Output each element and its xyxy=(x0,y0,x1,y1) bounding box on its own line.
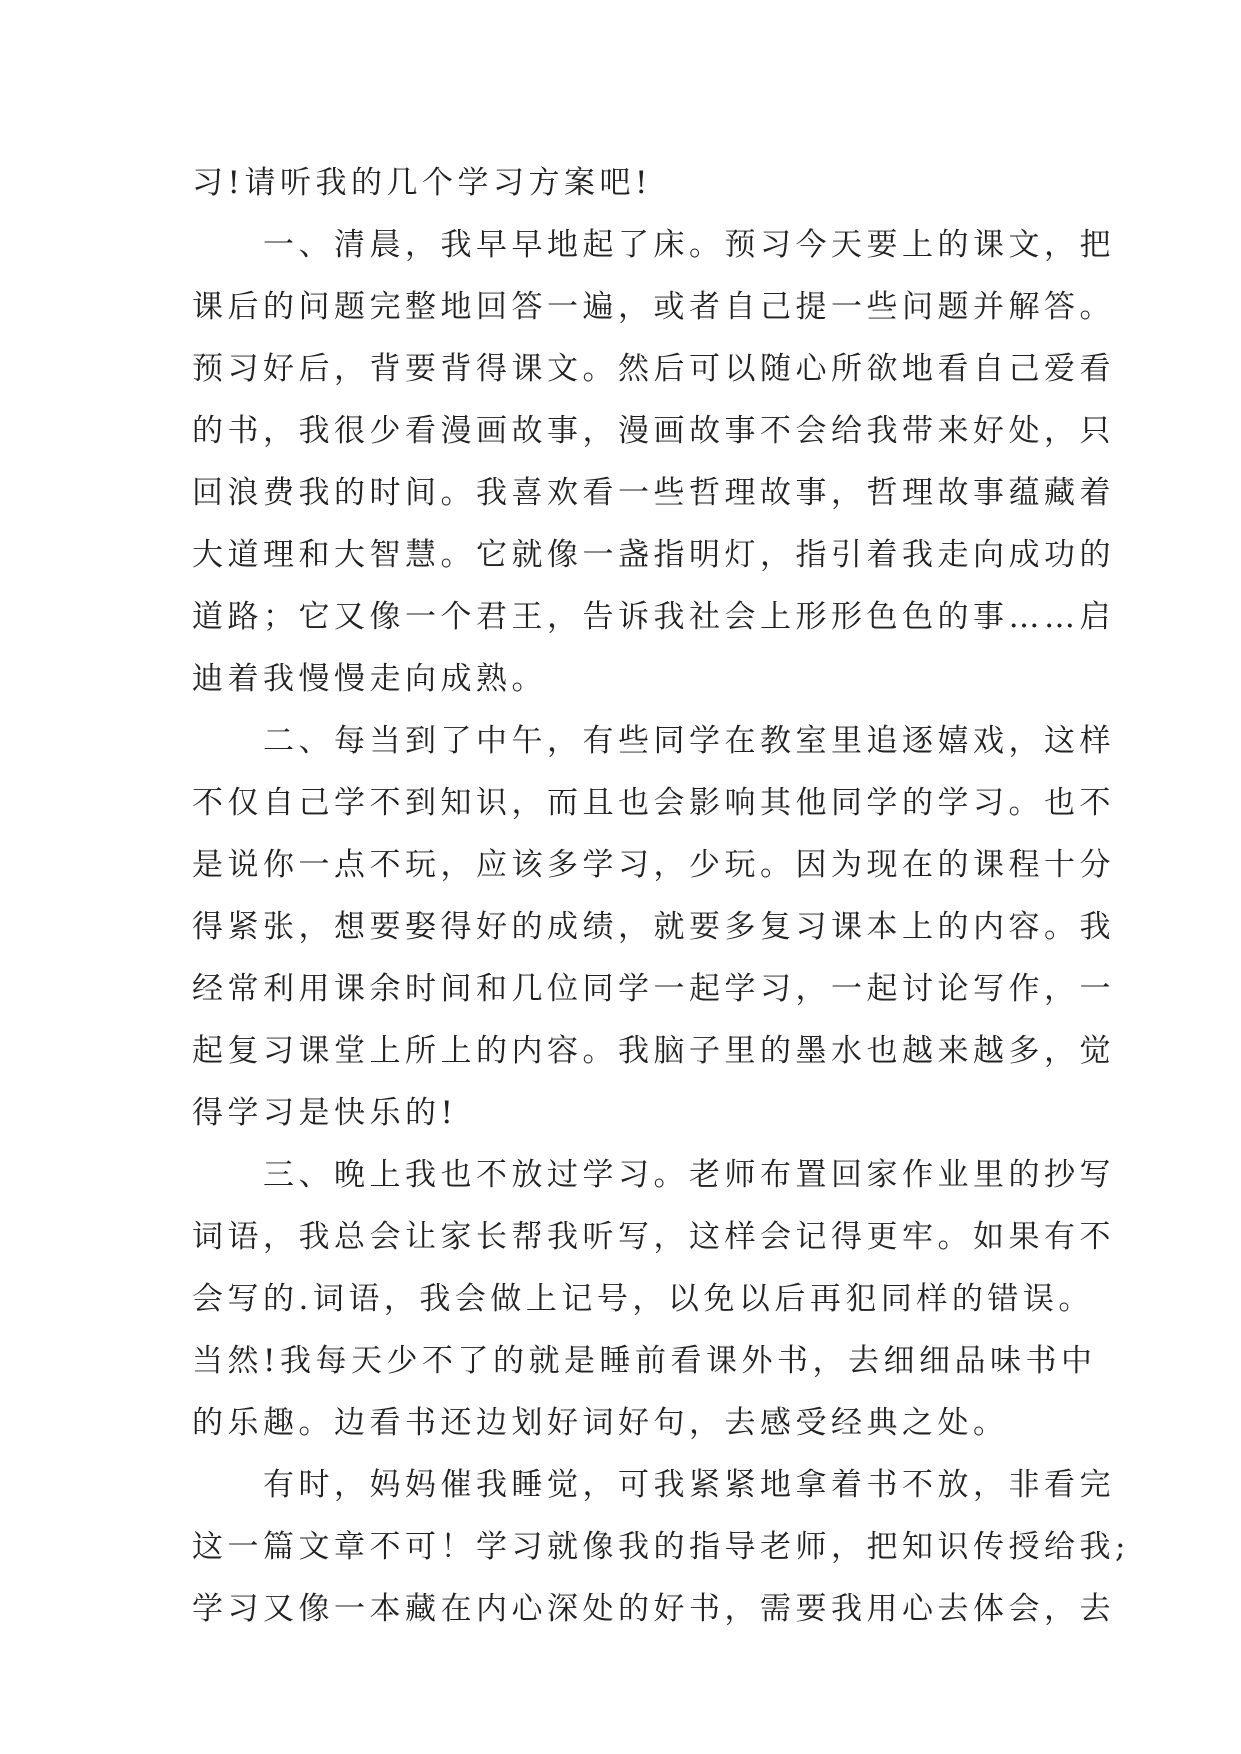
text-line: 三、晚上我也不放过学习。老师布置回家作业里的抄写 xyxy=(192,1157,1115,1193)
text-line: 当然!我每天少不了的就是睡前看课外书，去细细品味书中 xyxy=(192,1343,1097,1379)
text-line: 不仅自己学不到知识，而且也会影响其他同学的学习。也不 xyxy=(192,785,1115,821)
text-line: 回浪费我的时间。我喜欢看一些哲理故事，哲理故事蕴藏着 xyxy=(192,475,1115,511)
text-line: 会写的.词语，我会做上记号，以免以后再犯同样的错误。 xyxy=(192,1281,1094,1317)
text-line: 经常利用课余时间和几位同学一起学习，一起讨论写作，一 xyxy=(192,971,1115,1007)
text-line: 有时，妈妈催我睡觉，可我紧紧地拿着书不放，非看完 xyxy=(192,1467,1115,1503)
text-line: 大道理和大智慧。它就像一盏指明灯，指引着我走向成功的 xyxy=(192,537,1115,573)
text-line: 学习又像一本藏在内心深处的好书，需要我用心去体会，去 xyxy=(192,1591,1115,1627)
text-line: 得紧张，想要娶得好的成绩，就要多复习课本上的内容。我 xyxy=(192,909,1115,945)
text-line: 一、清晨，我早早地起了床。预习今天要上的课文，把 xyxy=(192,227,1115,263)
text-line: 课后的问题完整地回答一遍，或者自己提一些问题并解答。 xyxy=(192,289,1115,325)
text-line: 起复习课堂上所上的内容。我脑子里的墨水也越来越多，觉 xyxy=(192,1033,1115,1069)
text-line: 的书，我很少看漫画故事，漫画故事不会给我带来好处，只 xyxy=(192,413,1115,449)
text-line: 二、每当到了中午，有些同学在教室里追逐嬉戏，这样 xyxy=(192,723,1115,759)
text-line: 道路；它又像一个君王，告诉我社会上形形色色的事……启 xyxy=(192,599,1115,635)
text-line: 是说你一点不玩，应该多学习，少玩。因为现在的课程十分 xyxy=(192,847,1115,883)
text-line: 习!请听我的几个学习方案吧! xyxy=(192,165,652,201)
text-line: 得学习是快乐的! xyxy=(192,1095,458,1131)
text-line: 迪着我慢慢走向成熟。 xyxy=(192,661,547,697)
text-line: 预习好后，背要背得课文。然后可以随心所欲地看自己爱看 xyxy=(192,351,1115,387)
document-body xyxy=(192,152,1130,1640)
text-line: 词语，我总会让家长帮我听写，这样会记得更牢。如果有不 xyxy=(192,1219,1115,1255)
text-line: 的乐趣。边看书还边划好词好句，去感受经典之处。 xyxy=(192,1405,1009,1441)
text-line: 这一篇文章不可！学习就像我的指导老师，把知识传授给我; xyxy=(192,1529,1130,1565)
